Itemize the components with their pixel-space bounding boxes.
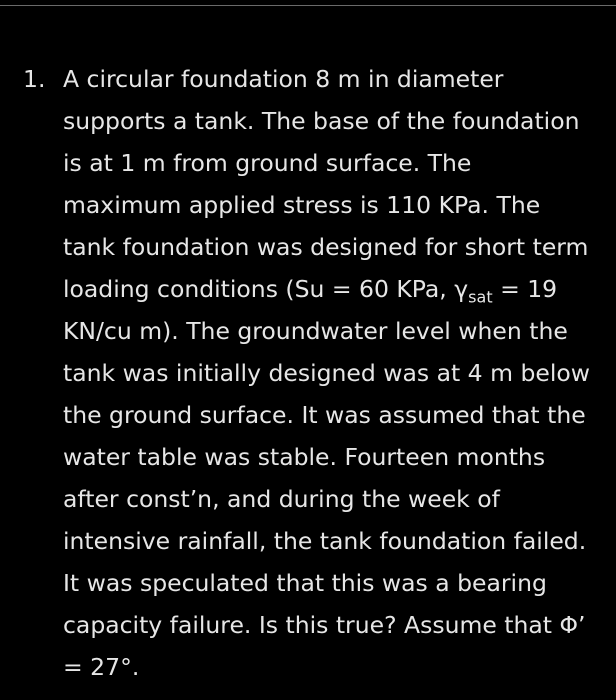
question-text	[63, 58, 608, 688]
question-block	[0, 58, 616, 688]
question-line: A circular foundation 8 m in diameter	[63, 65, 504, 93]
question-number: 1.	[23, 65, 46, 93]
question-line: supports a tank. The base of the foundation	[63, 107, 580, 135]
question-line: tank foundation was designed for short term	[63, 233, 589, 261]
question-line: after const’n, and during the week of	[63, 485, 500, 513]
question-line: the ground surface. It was assumed that the	[63, 401, 586, 429]
question-line	[63, 268, 608, 310]
question-line-tail: = 19	[492, 275, 558, 303]
question-line: capacity failure. Is this true? Assume that Φ’	[63, 611, 586, 639]
question-line: KN/cu m). The groundwater level when the	[63, 317, 568, 345]
question-line: water table was stable. Fourteen months	[63, 443, 546, 471]
question-line: intensive rainfall, the tank foundation failed.	[63, 527, 587, 555]
question-line: is at 1 m from ground surface. The	[63, 149, 472, 177]
question-line-main: loading conditions (Su = 60 KPa, γ	[63, 275, 469, 303]
gamma-subscript: sat	[468, 287, 493, 307]
question-line: It was speculated that this was a bearing	[63, 569, 547, 597]
question-line: = 27°.	[63, 653, 140, 681]
top-divider	[0, 5, 616, 6]
question-line: tank was initially designed was at 4 m below	[63, 359, 590, 387]
question-line: maximum applied stress is 110 KPa. The	[63, 191, 541, 219]
